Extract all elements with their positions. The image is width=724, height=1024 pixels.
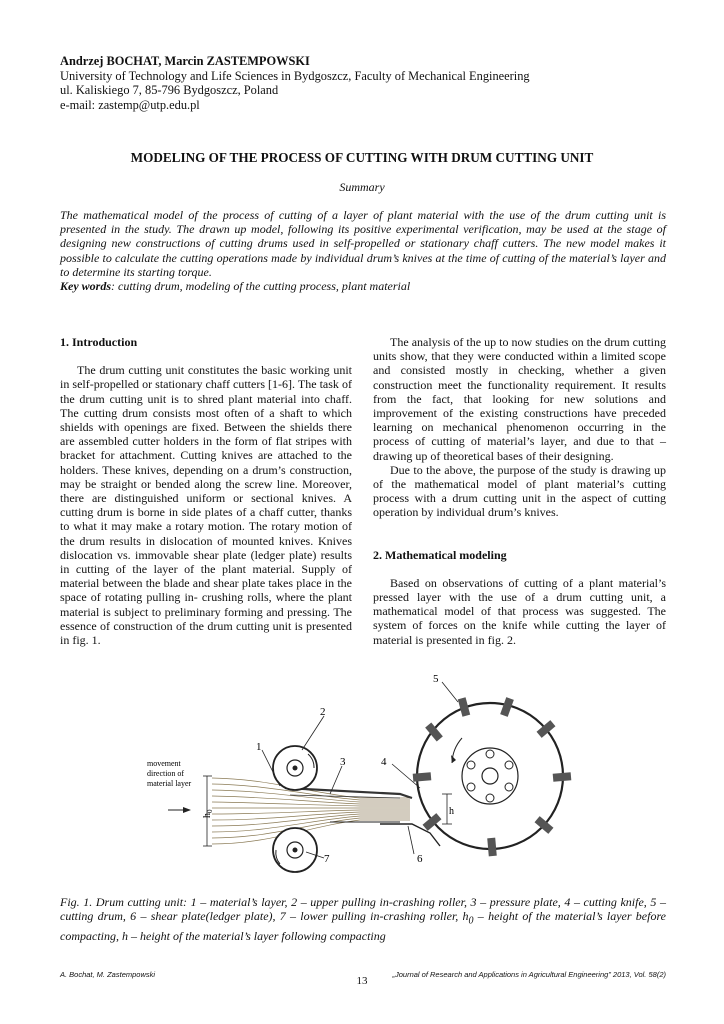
movement-label-line1: movement	[147, 759, 181, 768]
paper-title: MODELING OF THE PROCESS OF CUTTING WITH DRUM CUTTING UNIT	[130, 150, 594, 165]
modeling-paragraph-1: Based on observations of cutting of a plant material’s pressed layer with the use of a drum cutting unit, a mathematical model of that process was suggested. The system of forces on the knife while cutting the layer of material is presented in fig. 2.	[373, 575, 666, 647]
label-1: 1	[256, 741, 262, 753]
authors: Andrzej BOCHAT, Marcin ZASTEMPOWSKI	[60, 54, 310, 68]
address: ul. Kaliskiego 7, 85-796 Bydgoszcz, Poland	[60, 83, 279, 97]
footer-journal: „Journal of Research and Applications in Agricultural Engineering” 2013, Vol. 58(2)	[392, 970, 666, 979]
abstract: The mathematical model of the process of cutting of a layer of plant material with the use of the drum cutting unit is presented in the study. The drawn up model, following its positive experimental verification, may be used at the stage of designing new constructions of cutting drums used in self-propelled or stationary chaff cutters. The new model makes it possible to calculate the cutting operations made by individual drum’s knives at the time of cutting of the material’s layer and to determine its starting torque.	[60, 208, 666, 279]
summary-heading: Summary	[339, 180, 385, 194]
intro-paragraph-1: The drum cutting unit constitutes the basic working unit in self-propelled or stationary chaff cutters [1-6]. The task of the drum cutting unit is to shred plant material into chaff. The cutting drum consists most often of a shaft to which shields with openings are fixed. Between the shields there are assembled cutter holders in the form of flat stripes with bracket for attachment. Cutting knives are attached to the holders. These knives, depending on a drum’s construction, may be straight or bended along the screw line. Moreover, there are distinguished uniform or sectional knives. A cutting drum is borne in side plates of a chaff cutter, thanks to what it may make a rotary motion. The rotary motion of the drum results in dislocation of mounted knives. Knives dislocation vs. immovable shear plate (ledger plate) results in cutting of the layer of the plant material. Supply of material between the blade and shear plate takes place in the space of rotating pulling in- crushing rolls, where the plant material is subject to preliminary forming and pressing. The essence of construction of the drum cutting unit is presented in fig. 1.	[60, 363, 352, 648]
drum-cutting-unit-figure	[130, 668, 600, 886]
label-7: 7	[324, 853, 330, 865]
keywords-label: Key words	[60, 279, 111, 293]
caption-subscript: 0	[468, 915, 474, 927]
label-2: 2	[320, 706, 326, 718]
page-number: 13	[356, 975, 368, 987]
label-4: 4	[381, 756, 387, 768]
h-label: h	[449, 806, 454, 817]
caption-part-1: Fig. 1. Drum cutting unit: 1 – material’s layer, 2 – upper pulling in-crashing roller, 3 – pressure plate, 4 – cutting knife, 5 – cutting drum, 6 – shear plate(ledger plate), 7 – lower pulling in-crashing roller, h	[60, 895, 666, 924]
label-6: 6	[417, 853, 423, 865]
left-column	[60, 335, 352, 647]
keywords-text: : cutting drum, modeling of the cutting process, plant material	[111, 279, 411, 293]
movement-label-line2: direction of	[147, 769, 185, 778]
section-1-heading: 1. Introduction	[60, 335, 138, 349]
affiliation: University of Technology and Life Sciences in Bydgoszcz, Faculty of Mechanical Engineering	[60, 68, 530, 83]
email: e-mail: zastemp@utp.edu.pl	[60, 97, 200, 112]
cutting-drum	[413, 697, 572, 856]
upper-roller	[273, 746, 317, 790]
right-column	[373, 335, 666, 647]
intro-paragraph-3: Due to the above, the purpose of the study is drawing up of the mathematical model of plant material’s cutting process with a drum cutting unit in the aspect of cutting operation by individual drum’s knives.	[373, 462, 666, 520]
keywords	[60, 279, 666, 294]
author-block	[60, 54, 530, 112]
movement-label-line3: material layer	[147, 779, 192, 788]
h0-label: $h_0$	[202, 809, 214, 818]
figure-caption	[60, 895, 666, 943]
label-3: 3	[340, 756, 346, 768]
lower-roller	[273, 828, 317, 872]
footer-authors: A. Bochat, M. Zastempowski	[60, 970, 156, 979]
section-2-heading: 2. Mathematical modeling	[373, 547, 507, 562]
movement-direction-label	[147, 759, 192, 788]
intro-paragraph-2: The analysis of the up to now studies on the drum cutting units show, that they were conducted within a limited scope and consisted mostly in checking, whether a given construction meet the functionality requirement. It results from the fact, that looking for new solutions and improvement of the existing constructions have preceded learning on mechanical phenomenon occurring in the process of cutting of material’s layer, and due to that – drawing up of theoretical bases of their designing.	[373, 335, 666, 463]
caption-part-2: – height of the material’s layer before compacting, h – height of the material’s layer following compacting	[60, 909, 666, 943]
label-5: 5	[433, 673, 439, 685]
